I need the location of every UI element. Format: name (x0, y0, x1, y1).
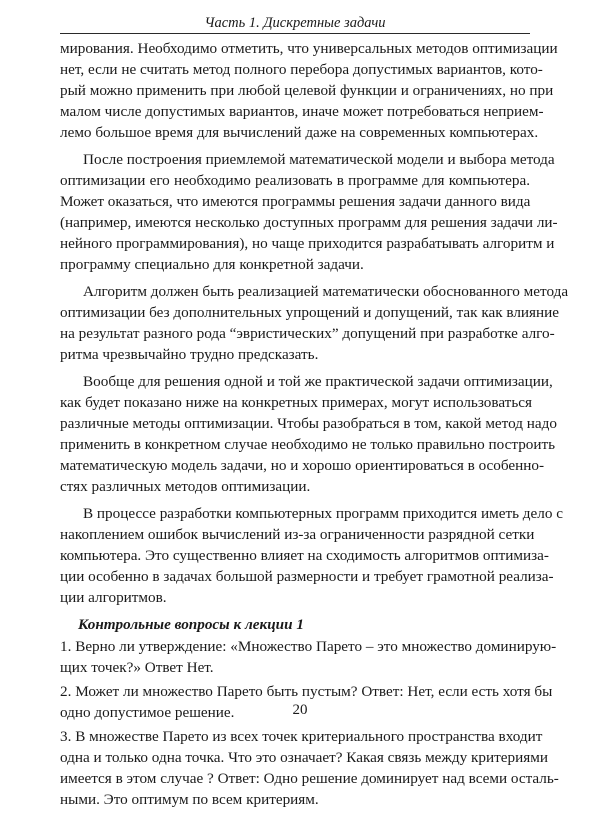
paragraph (60, 38, 558, 143)
text-line: накоплением ошибок вычислений из-за ограниченности разрядной сетки (60, 526, 535, 543)
text-line: Алгоритм должен быть реализацией математически обоснованного метода (83, 283, 569, 300)
text-line: После построения приемлемой математической модели и выбора метода (83, 151, 555, 168)
text-line: Может оказаться, что имеются программы решения задачи данного вида (60, 193, 531, 210)
text-line: стях различных методов оптимизации. (60, 478, 311, 495)
text-line: на результат разного рода “эвристических” допущений при разработке алго- (60, 325, 555, 342)
text-line: рый можно применить при любой целевой функции и ограничениях, но при (60, 82, 554, 99)
question-item (60, 636, 557, 678)
question-item (60, 726, 559, 810)
paragraph (60, 371, 557, 497)
paragraph (60, 503, 563, 608)
text-line: ритма чрезвычайно трудно предсказать. (60, 346, 319, 363)
paragraph (60, 149, 558, 275)
questions-list (60, 636, 559, 810)
text-line: применить в конкретном случае необходимо не только правильно построить (60, 436, 556, 453)
text-line: Вообще для решения одной и той же практической задачи оптимизации, (83, 373, 553, 390)
text-line: 1. Верно ли утверждение: «Множество Парето – это множество доминирую- (60, 638, 557, 655)
text-line: щих точек?» Ответ Нет. (60, 659, 214, 676)
paragraph (60, 281, 569, 365)
header-rule (60, 33, 530, 34)
text-line: 3. В множестве Парето из всех точек критериального пространства входит (60, 728, 543, 745)
page-number: 20 (292, 702, 308, 718)
text-line: лемо большое время для вычислений даже на современных компьютерах. (60, 124, 539, 141)
paragraphs-container (60, 38, 569, 608)
running-header: Часть 1. Дискретные задачи (204, 15, 386, 31)
questions-heading: Контрольные вопросы к лекции 1 (78, 616, 304, 633)
text-line: нейного программирования), но чаще приходится разрабатывать алгоритм и (60, 235, 555, 252)
text-line: одна и только одна точка. Что это означает? Какая связь между критериями (60, 749, 548, 766)
text-line: ции особенно в задачах большой размерности и требует грамотной реализа- (60, 568, 554, 585)
text-line: ными. Это оптимум по всем критериям. (60, 791, 319, 808)
text-line: (например, имеются несколько доступных программ для решения задачи ли- (60, 214, 558, 231)
text-line: 2. Может ли множество Парето быть пустым? Ответ: Нет, если есть хотя бы (60, 683, 553, 700)
text-line: имеется в этом случае ? Ответ: Одно решение доминирует над всеми осталь- (60, 770, 559, 787)
text-line: ции алгоритмов. (60, 589, 167, 606)
text-line: различные методы оптимизации. Чтобы разобраться в том, какой метод надо (60, 415, 557, 432)
page-body (60, 38, 569, 813)
text-line: программу специально для конкретной задачи. (60, 256, 364, 273)
text-line: компьютера. Это существенно влияет на сходимость алгоритмов оптимиза- (60, 547, 549, 564)
text-line: малом числе допустимых вариантов, иначе может потребоваться неприем- (60, 103, 544, 120)
text-line: математическую модель задачи, но и хорошо ориентироваться в особенно- (60, 457, 545, 474)
text-line: мирования. Необходимо отметить, что универсальных методов оптимизации (60, 40, 558, 57)
text-line: нет, если не считать метод полного перебора допустимых вариантов, кото- (60, 61, 543, 78)
text-line: как будет показано ниже на конкретных примерах, могут использоваться (60, 394, 532, 411)
text-line: В процессе разработки компьютерных программ приходится иметь дело с (83, 505, 563, 522)
text-line: оптимизации его необходимо реализовать в программе для компьютера. (60, 172, 530, 189)
text-line: оптимизации без дополнительных упрощений и допущений, так как влияние (60, 304, 560, 321)
text-line: одно допустимое решение. (60, 704, 235, 721)
